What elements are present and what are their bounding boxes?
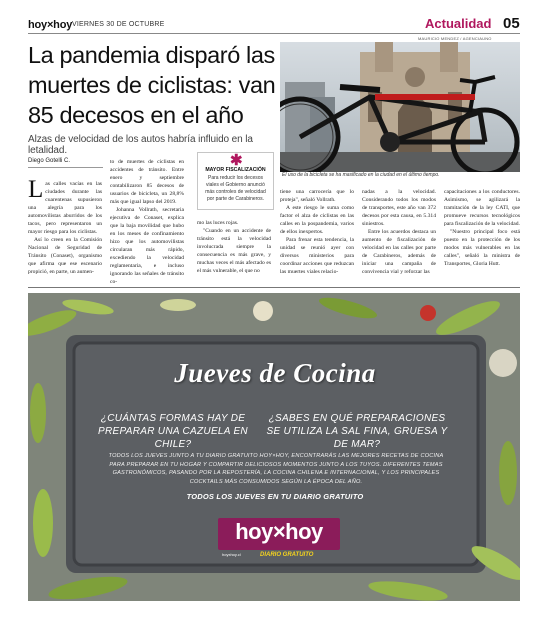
byline-rule xyxy=(28,167,103,168)
article-photo xyxy=(280,42,520,172)
article-paragraph: Para frenar esta tendencia, la unidad se reunió ayer con diversos ministerios para coordinar acciones que reduzcan las muertes viales relacio- xyxy=(280,237,354,275)
page-number: 05 xyxy=(503,15,520,32)
article-column-3 xyxy=(197,219,271,275)
article-paragraph: Johanna Vollrath, secretaria ejecutiva de Conaset, explica que la baja movilidad que hubo en los meses de confinamiento hizo que los automovilistas circularan más rápido, excediendo la velocidad reglamentaria, e incluso ignorando las señales de tránsito co- xyxy=(110,207,184,285)
photo-caption: El uso de la bicicleta se ha masificado en la ciudad en el último tiempo. xyxy=(282,172,440,178)
article-paragraph: to de muertes de ciclistas en accidentes de tránsito. Entre enero y septiembre contabilizaron 85 decesos de usuarios de bicicleta, un 28,8% más que igual lapso del 2019. xyxy=(110,159,184,205)
article-paragraph: "Cuando en un accidente de tránsito está la velocidad involucrada siempre la consecuencia es más grave, y muchas veces el más afectado es el más vulnerable, el que no xyxy=(197,228,271,274)
drop-cap: L xyxy=(28,176,44,203)
sidebar-body: Para reducir los decesos viales el Gobierno anunció más controles de velocidad por parte de Carabineros. xyxy=(205,175,266,202)
sidebar-title: MAYOR FISCALIZACIÓN xyxy=(205,167,266,173)
bicycle-church-photo xyxy=(280,42,520,172)
ad-logo-subtitle: DIARIO GRATUITO xyxy=(260,552,314,558)
ad-title: Jueves de Cocina xyxy=(174,358,376,388)
asterisk-icon: ✱ xyxy=(230,152,243,169)
article-paragraph: capacitaciones a los conductores. Asimismo, se agilizará la tramitación de la ley CATI, que promueve recursos tecnológicos para fiscalización de la velocidad. xyxy=(444,189,520,227)
ad-logo-url: hoyxhoy.cl xyxy=(222,552,241,557)
article-paragraph: nadas a la velocidad. Considerando todos los modos de transportes, este año van 372 decesos por esta causa, en 5.314 siniestros. xyxy=(362,189,436,227)
photo-credit: MAURICIO MENDEZ / AGENCIAUNO xyxy=(418,36,492,41)
byline: Diego Gotelli C. xyxy=(28,158,71,164)
ad-question-2: ¿SABES EN QUÉ PREPARACIONES SE UTILIZA LA SAL FINA, GRUESA Y DE MAR? xyxy=(266,413,448,450)
article-paragraph: Las calles vacías en las ciudades durante las cuarentenas supusieron una alegría para los automovilistas aburridos de los tacos, pero representaron un mayor riesgo para los ciclistas. xyxy=(28,176,102,235)
article-column-6 xyxy=(444,188,520,268)
ad-body: TODOS LOS JUEVES JUNTO A TU DIARIO GRATUITO HOY×HOY, ENCONTRARÁS LAS MEJORES RECETAS DE COCINA PARA PREPARAR EN TU HOGAR Y COMPARTIR DELICIOSOS MOMENTOS JUNTO A LOS TUYOS. DIFERENTES TEMAS GASTRONÓMICOS, PASANDO POR LA REPOSTERÍA, LA COCINA CHILENA E INTERNACIONAL, Y LOS PRINCIPALES COCKTAILS MÁS CONSUMIDOS SEGÚN LA ÉPOCA DEL AÑO. xyxy=(108,453,444,485)
article-paragraph: Así lo creen en la Comisión Nacional de Seguridad de Tránsito (Conaset), organismo que afirma que ese escenario propició, en parte, un aumen- xyxy=(28,237,102,275)
article-paragraph: A este riesgo le suma como factor el alza de ciclistas en las calles en la pospandemia, varios de ellos inexpertos. xyxy=(280,205,354,235)
article-paragraph: Entre los acuerdos destaca un aumento de fiscalización de velocidad en las calles por parte de Carabineros, además de iniciar una campaña de convivencia vial y reforzar las xyxy=(362,229,436,275)
ad-logo-text: hoy×hoy xyxy=(235,519,323,544)
ad-tagline: TODOS LOS JUEVES EN TU DIARIO GRATUITO xyxy=(186,492,364,501)
issue-date: VIERNES 30 DE OCTUBRE xyxy=(72,21,165,28)
article-paragraph: mo las luces rojas. xyxy=(197,220,239,226)
article-paragraph: "Nuestro principal foco está puesto en la protección de los modos más vulnerables en las calles", señaló la ministra de Transportes, Gloria Hutt. xyxy=(444,229,520,267)
article-deck: Alzas de velocidad de los autos habría influido en la letalidad. xyxy=(28,134,253,156)
article-headline: La pandemia disparó las muertes de ciclistas: van 85 decesos en el año xyxy=(28,42,276,128)
sidebar-box xyxy=(197,152,274,210)
ad-question-1: ¿CUÁNTAS FORMAS HAY DE PREPARAR UNA CAZUELA EN CHILE? xyxy=(98,413,248,450)
newspaper-logo: hoy×hoy xyxy=(28,19,73,31)
article-paragraph: tiene una carrocería que lo proteja", señaló Vollrath. xyxy=(280,189,354,203)
article-column-2 xyxy=(110,158,184,286)
article-column-4 xyxy=(280,188,354,276)
section-title: Actualidad xyxy=(425,16,492,31)
ad-logo xyxy=(218,518,340,550)
article-bottom-rule xyxy=(28,287,520,288)
article-column-5 xyxy=(362,188,436,276)
header-rule xyxy=(28,33,520,34)
article-column-1 xyxy=(28,176,102,276)
